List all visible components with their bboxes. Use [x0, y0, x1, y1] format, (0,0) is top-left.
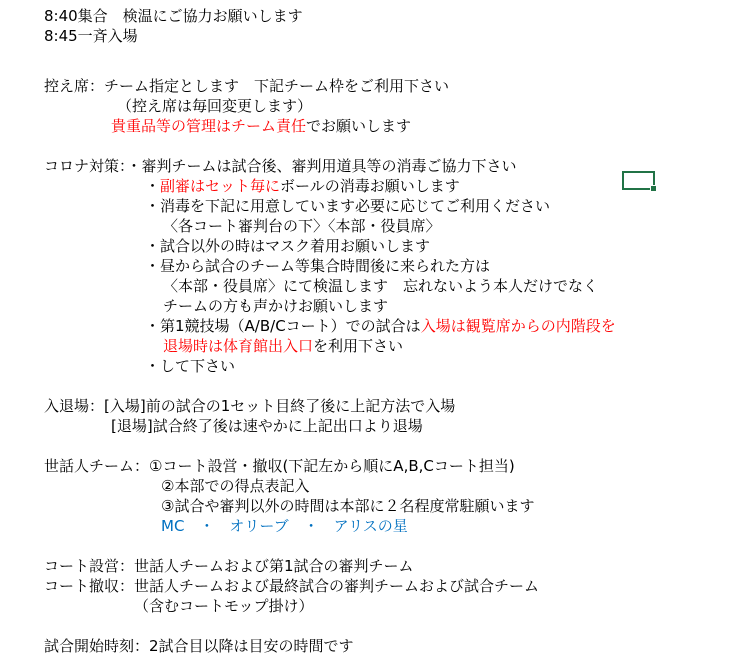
exit-warning: 退場時は体育館出入口	[163, 337, 314, 355]
gathering-time-text: 8:40集合 検温にご協力お願いします	[44, 7, 303, 25]
start-time-text: 試合開始時刻：2試合目以降は目安の時間です	[44, 637, 354, 655]
bullet: ・	[145, 177, 161, 195]
entry-time-text: 8:45一斉入場	[44, 27, 138, 45]
court-setup-text: コート設営：世話人チームおよび第1試合の審判チーム	[44, 557, 414, 575]
host-team-names: MC ・ オリーブ ・ アリスの星	[161, 517, 408, 535]
valuables-text	[111, 116, 411, 136]
exit-tail: を利用下さい	[313, 337, 404, 355]
reserve-seat-note: （控え席は毎回変更します）	[117, 97, 313, 115]
valuables-tail: でお願いします	[306, 117, 412, 135]
host-team-standby: ③試合や審判以外の時間は本部に２名程度常駐願います	[161, 497, 535, 515]
host-team-scoring: ②本部での得点表記入	[161, 477, 310, 495]
exit-rule-text: [退場]試合終了後は速やかに上記出口より退場	[111, 417, 423, 435]
active-cell-selection[interactable]	[622, 171, 655, 190]
covid-mask-text: ・試合以外の時はマスク着用お願いします	[145, 237, 431, 255]
covid-exit-text	[163, 336, 403, 356]
reserve-seat-text: 控え席：チーム指定とします 下記チーム枠をご利用下さい	[44, 77, 450, 95]
entry-exit-text: 入退場：[入場]前の試合の1セット目終了後に上記方法で入場	[44, 397, 456, 415]
covid-temperature-check: 〈本部・役員席〉にて検温します 忘れないよう本人だけでなく	[163, 277, 599, 295]
arena-head: ・第1競技場（A/B/Cコート）での試合は	[145, 317, 421, 335]
arena-entry-warning: 入場は観覧席からの内階段を	[420, 317, 616, 335]
referee-warning: 副審はセット毎に	[160, 177, 281, 195]
covid-afternoon-text: ・昼から試合のチーム等集合時間後に来られた方は	[145, 257, 491, 275]
covid-arena-text	[145, 316, 616, 336]
covid-disinfectant-location: 〈各コート審判台の下〉〈本部・役員席〉	[163, 217, 441, 235]
covid-ball-disinfect	[145, 176, 460, 196]
court-mop-note: （含むコートモップ掛け）	[134, 597, 314, 615]
court-teardown-text: コート撤収：世話人チームおよび最終試合の審判チームおよび試合チーム	[44, 577, 540, 595]
host-team-text: 世話人チーム：①コート設営・撤収(下記左から順にA,B,Cコート担当)	[44, 457, 515, 475]
covid-measure-text: コロナ対策：・審判チームは試合後、審判用道具等の消毒ご協力下さい	[44, 157, 517, 175]
ball-tail: ボールの消毒お願いします	[280, 177, 460, 195]
valuables-warning: 貴重品等の管理はチーム責任	[111, 117, 307, 135]
covid-closing-text: ・して下さい	[145, 357, 236, 375]
covid-team-call: チームの方も声かけお願いします	[163, 297, 389, 315]
covid-disinfectant-text: ・消毒を下記に用意しています必要に応じてご利用ください	[145, 197, 551, 215]
